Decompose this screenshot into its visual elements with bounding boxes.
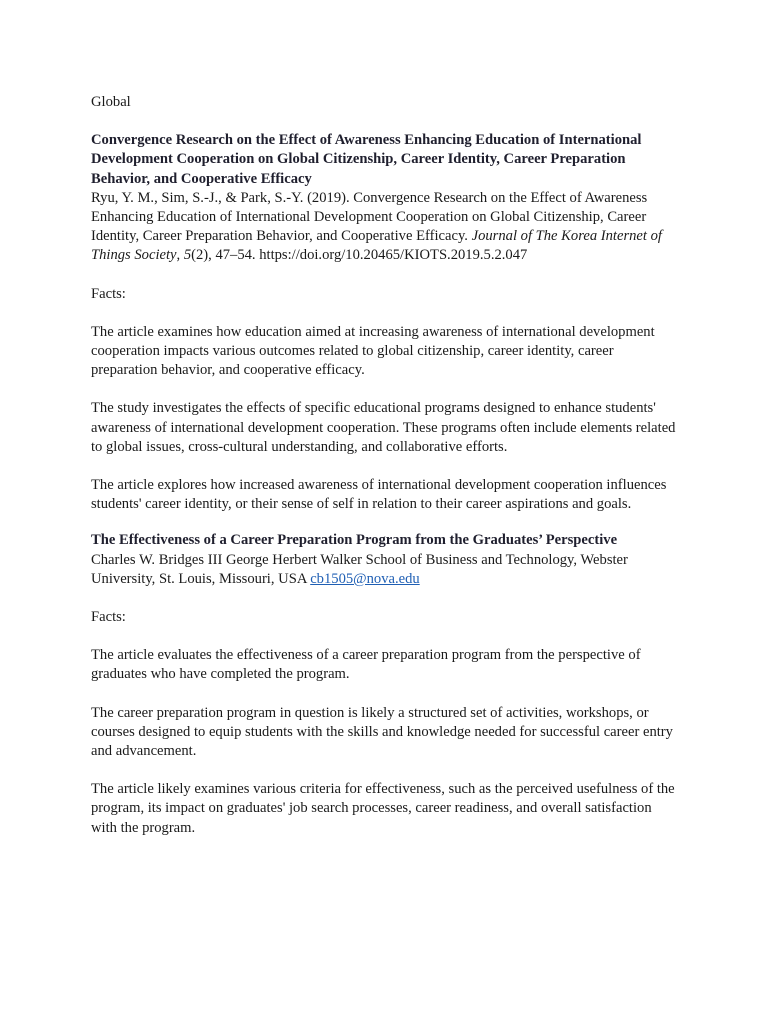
article-1-title: Convergence Research on the Effect of Awareness Enhancing Education of International Development Cooperation on Global Citizenship, Career Identity, Career Preparation Behavior, and Cooperative Efficacy xyxy=(91,132,642,187)
citation-pages-doi: (2), 47–54. https://doi.org/10.20465/KIOTS.2019.5.2.047 xyxy=(191,247,528,264)
citation-text: Ryu, Y. M., Sim, S.-J., & Park, S.-Y. (2019). Convergence Research on the Effect of Awareness Enhancing Education of International Development Cooperation on Global Citizenship, Career Identity, Career Preparation Behavior, and Cooperative Efficacy. xyxy=(91,189,648,245)
author-email-link[interactable]: cb1505@nova.edu xyxy=(310,570,420,587)
article-2-title: The Effectiveness of a Career Preparation Program from the Graduates’ Perspective xyxy=(91,532,618,549)
citation-separator: , xyxy=(176,247,184,264)
citation-volume: 5 xyxy=(183,247,192,264)
article-1-facts-label: Facts: xyxy=(91,285,126,302)
article-2-fact: The article likely examines various criteria for effectiveness, such as the perceived usefulness of the program, its impact on graduates' job search processes, career readiness, and overall satisfaction with the program. xyxy=(91,781,675,836)
article-2-author xyxy=(91,551,676,589)
article-2-fact: The career preparation program in question is likely a structured set of activities, workshops, or courses designed to equip students with the skills and knowledge needed for successful career entry and advancement. xyxy=(91,704,673,760)
article-1-fact: The article examines how education aimed at increasing awareness of international development cooperation impacts various outcomes related to global citizenship, career identity, career preparation behavior, and cooperative efficacy. xyxy=(91,323,655,379)
article-1-fact: The article explores how increased awareness of international development cooperation influences students' career identity, or their sense of self in relation to their career aspirations and goals. xyxy=(91,477,667,513)
citation-journal: Journal of The Korea Internet of Things Society xyxy=(91,228,662,264)
article-1-fact: The study investigates the effects of specific educational programs designed to enhance students' awareness of international development cooperation. These programs often include elements related to global issues, cross-cultural understanding, and collaborative efforts. xyxy=(91,400,676,455)
article-2-facts-label: Facts: xyxy=(91,609,126,626)
article-1-citation xyxy=(91,189,676,266)
article-2-fact: The article evaluates the effectiveness of a career preparation program from the perspective of graduates who have completed the program. xyxy=(91,647,641,683)
author-affiliation: Charles W. Bridges III George Herbert Walker School of Business and Technology, Webster University, St. Louis, Missouri, USA xyxy=(91,551,628,587)
section-label: Global xyxy=(91,94,131,110)
